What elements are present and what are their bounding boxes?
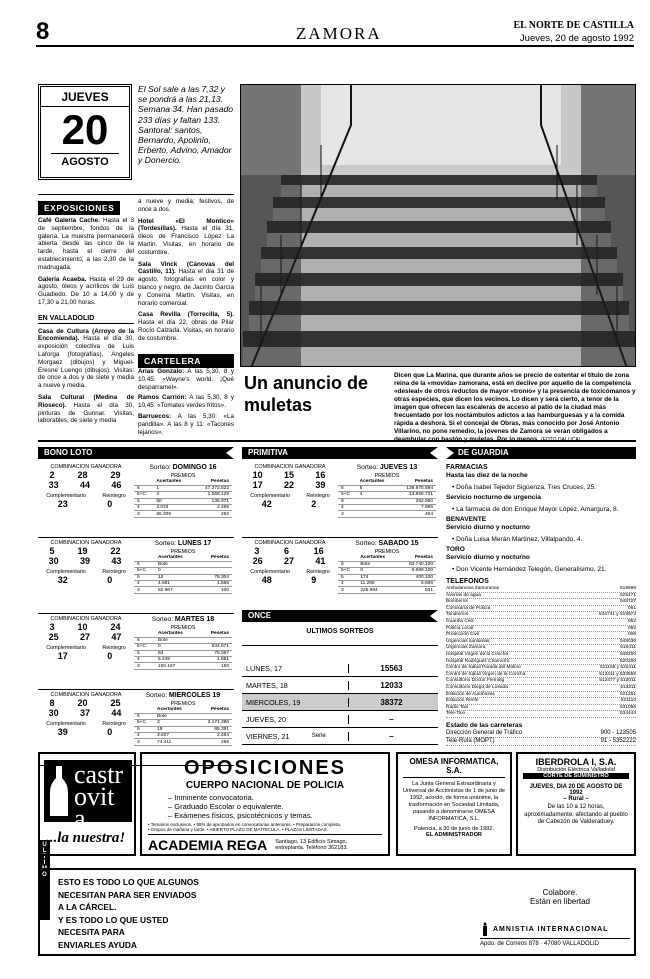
lottery-draw [38, 462, 234, 538]
ball-number: 22 [283, 480, 294, 490]
photo-headline: Un anuncio de muletas [244, 373, 369, 415]
farmacias-noct: Servicio nocturno de urgencia [446, 494, 541, 501]
complementario-value: 48 [261, 575, 272, 585]
ball-number: 28 [77, 470, 88, 480]
primitiva-bar: PRIMITIVA [242, 447, 438, 459]
once-row: LUNES, 17 15563 [242, 660, 438, 677]
ball-number: 27 [79, 632, 90, 642]
comp-label: Complementario [46, 493, 86, 499]
expo-item: Galería Acaeba. Hasta el 29 de agosto, óleos y acrílicos de Luis Guadiedo. De 10 a 14,00 y de 17,30 a 21,00 horas. [38, 275, 134, 306]
castrovita-ad [38, 752, 136, 856]
premios-label: PREMIOS [374, 473, 400, 479]
prize-row: 4 3.033 2.465 [134, 505, 232, 511]
amnistia-message: ESTO ES TODO LO QUE ALGUNOS NECESITAN PARA SER ENVIADOS A LA CÁRCEL. Y ES TODO LO QUE USTED NECESITA PARA ENVIARLES AYUDA [58, 877, 199, 950]
header-rule [36, 45, 634, 47]
phone-row: Centro de Salud Virgen de la Concha 513411 y 533555 [446, 671, 636, 677]
once-row: MIERCOLES, 19 38372 [242, 694, 438, 711]
reintegro-value: 0 [107, 499, 113, 509]
road-row: Dirección General de Tráfico 900 - 123505 [446, 729, 636, 736]
farmacias-title: FARMACIAS [446, 464, 488, 471]
prize-row: 3 404 [338, 511, 436, 517]
pesetas-label: Pesetas [195, 707, 232, 713]
comp-label: Complementario [46, 569, 86, 575]
castrovita-brand: castrovita [74, 760, 124, 833]
reintegro-value: 9 [311, 575, 317, 585]
prize-row: 3 65.309 292 [134, 511, 232, 517]
oposiciones-item: – Inminente convocatoria. [168, 793, 254, 802]
date-day: 20 [61, 106, 109, 153]
complementario-value: 23 [57, 499, 68, 509]
iberdrola-sub1: Distribución Eléctrica Valladolid [537, 767, 615, 773]
ball-number: 37 [79, 708, 90, 718]
academy-name: ACADEMIA REGA [148, 837, 268, 853]
valladolid-label: EN VALLADOLID [38, 315, 134, 324]
ball-number: 17 [252, 480, 263, 490]
winning-numbers [38, 622, 132, 632]
carreteras-title: Estado de las carreteras [446, 721, 523, 729]
draw-title: Sorteo: LUNES 17 [154, 540, 212, 547]
reintegro-value: 0 [107, 575, 113, 585]
ball-number: 10 [252, 470, 263, 480]
winning-numbers [38, 480, 132, 490]
pesetas-label: Pesetas [397, 555, 436, 561]
complementario-value: 42 [261, 499, 272, 509]
ball-number: 29 [110, 470, 121, 480]
reint-label: Reintegro [102, 569, 126, 575]
ganadora-label: COMBINACION GANADORA [254, 540, 326, 546]
phone-row: Tanatorios 534731 y 519973 [446, 612, 636, 618]
winning-numbers [242, 556, 336, 566]
complementario-value: 17 [57, 651, 68, 661]
date-box [38, 84, 132, 180]
ball-number: 30 [48, 708, 59, 718]
omesa-signer: EL ADMINISTRADOR [426, 832, 482, 838]
reint-label: Reintegro [102, 493, 126, 499]
iberdrola-title: IBERDROLA I, S.A. [535, 757, 617, 767]
guardia-bar: DE GUARDIA [446, 447, 636, 459]
iberdrola-ad [516, 752, 636, 856]
phone-row: Hospital Virgen de la Concha 548200 [446, 651, 636, 657]
ball-number: 44 [79, 480, 90, 490]
omesa-title: OMESA INFORMATICA, S.A. [403, 757, 505, 778]
date-weekday: JUEVES [41, 90, 129, 107]
oposiciones-small: • Temarios exclusivos. • 95% de aprobados en convocatorias anteriores. • Preparación completa. [148, 822, 341, 827]
ball-number: 3 [49, 622, 55, 632]
expo-item: Café Galería Cache. Hasta el 3 de septiembre, fondos de la galería. La muestra permanecerá abierta desde las cinco de la tarde, hasta el cierre del establecimiento, a las 2,30 de la madrugada. [38, 217, 135, 271]
reintegro-value: 0 [107, 727, 113, 737]
draw-title: Sorteo: SABADO 15 [355, 540, 419, 547]
phone-row: Urgencias Zamora 516411 [446, 645, 636, 651]
ball-number: 43 [111, 556, 122, 566]
reint-label: Reintegro [306, 493, 330, 499]
prize-row: 3 225.984 931 [338, 587, 436, 593]
cartelera-item: Arias Gonzalo: A las 5,30, 8 y 10,45: «Wayne's world. ¡Qué desparramel». [138, 368, 234, 391]
phone-row: Hospital Rodríguez Chamorro 520200 [446, 658, 636, 664]
bono-loto-draws [38, 462, 234, 766]
page-number: 8 [36, 18, 50, 45]
oposiciones-title: OPOSICIONES [183, 757, 347, 779]
omesa-place: Palencia, a 30 de junio de 1992. [414, 826, 494, 832]
road-row: Tele-Ruta (MOPT) 91 - 5352222 [446, 737, 636, 744]
draw-title: Sorteo: MIERCOLES 19 [145, 692, 221, 699]
iberdrola-sub2: CORTE DE SUMINISTRO [523, 773, 629, 779]
ganadora-label: COMBINACION GANADORA [50, 540, 122, 546]
ball-number: 47 [111, 632, 122, 642]
winning-numbers [242, 480, 336, 490]
prize-row: 5+C 4 13.866.721 [338, 492, 436, 498]
phone-row: Urgencias sanitarias 548036 [446, 638, 636, 644]
draw-title: Sorteo: DOMINGO 16 [149, 464, 217, 471]
ball-number: 24 [110, 622, 121, 632]
ball-number: 16 [313, 546, 324, 556]
ball-number: 33 [48, 480, 59, 490]
ball-number: 26 [252, 556, 263, 566]
phone-row: Ambulancias Zamoranas 519999 [446, 586, 636, 591]
premios-label: PREMIOS [170, 549, 196, 555]
cartelera-item: Barruecos: A las 5,30: «La pandilla». A las 8 y 11: «Tacones lejanos». [138, 412, 234, 436]
once-subtitle: ULTIMOS SORTEOS [242, 628, 438, 646]
prize-row: 5 252.650 [338, 498, 436, 504]
prize-row: 4 11.296 6.866 [338, 581, 436, 587]
castrovita-slogan: ...la nuestra! [46, 830, 126, 846]
ball-number: 22 [110, 546, 121, 556]
once-row: MARTES, 18 12033 [242, 677, 438, 694]
pharmacy: • La farmacia de don Enrique Mayor López, Amargura, 8. [452, 506, 619, 513]
castrovita-logo [44, 760, 132, 833]
prize-row: 6 1 47.372.822 [134, 485, 232, 491]
prize-row: 5 12 78.304 [134, 574, 232, 580]
prize-row: 6 5 139.975.594 [338, 485, 436, 491]
reintegro-value: 2 [311, 499, 317, 509]
exposiciones-col1 [38, 217, 134, 425]
reint-label: Reintegro [102, 645, 126, 651]
ball-number: 46 [111, 480, 122, 490]
date-month: AGOSTO [51, 153, 119, 168]
prize-row: 5+C 0 634.671 [134, 644, 232, 650]
prize-row: 4 7.985 [338, 505, 436, 511]
prize-row: 5+C 0 6.688.100 [338, 568, 436, 574]
ultimo-tag: ULTIMO [38, 840, 50, 920]
prize-row: 4 3.607 2.484 [134, 733, 232, 739]
pharmacy: • Don Vicente Hernández Telegón, Generalísimo, 21. [452, 566, 607, 573]
ball-number: 41 [315, 556, 326, 566]
ball-number: 2 [49, 470, 55, 480]
ball-number: 10 [77, 622, 88, 632]
expo-item: Sala Vinck (Cánovas del Castillo, 11). Hasta el día 31 de agosto, fotografías en color y blanco y negro, de Jacinto García y Conema Martín. Visitas, en horario comercial. [138, 260, 234, 307]
lottery-draw [242, 538, 438, 614]
reintegro-value: 0 [107, 651, 113, 661]
prize-row: 3 74.411 256 [134, 739, 232, 745]
complementario-value: 39 [57, 727, 68, 737]
amnistia-right: Colabore. Están en libertad [529, 888, 591, 906]
iberdrola-text: De las 10 a 12 horas, aproximadamente, afectando al pueblo de Cabezón de Valderaduey. [524, 804, 628, 825]
acertantes-label: Acertantes [155, 631, 198, 637]
phone-row: Bomberos 548727 [446, 599, 636, 605]
ganadora-label: COMBINACION GANADORA [254, 464, 326, 470]
phone-row: Estación Renfe 521110 [446, 698, 636, 704]
iberdrola-rural: – Rural – [563, 796, 589, 802]
ball-number: 20 [77, 698, 88, 708]
premios-label: PREMIOS [170, 473, 196, 479]
phone-row: Centro de Salud Parada del Molino 511155 y 531411 [446, 665, 636, 671]
winning-numbers [242, 546, 336, 556]
amnistia-address: Apdo. de Correos 878 · 47080 VALLADOLID [480, 938, 630, 947]
toro-title: TORO [446, 546, 465, 553]
guardia-content [446, 464, 636, 746]
prize-row: 4 5.449 1.651 [134, 657, 232, 663]
pharmacy: • Doña Isabel Tejedor Sigüenza, Tres Cruces, 25. [452, 484, 597, 491]
expo-item: a nueve y media; festivos, de once a dos. [138, 198, 234, 213]
bono-loto-bar: BONO LOTO [38, 447, 234, 459]
ball-number: 15 [283, 470, 294, 480]
oposiciones-small2: • Grupos de mañana y tarde. • ABIERTO PLAZO DE MATRICULA. • PLAZAS LIMITADAS. [148, 827, 382, 835]
cartelera-item: Ramos Carrión: A las 5,30, 8 y 10,45: «Tomates verdes fritos». [138, 394, 234, 410]
primitiva-draws [242, 462, 438, 614]
phone-row: Tele-Taxi 534444 [446, 711, 636, 717]
premios-label: PREMIOS [374, 549, 400, 555]
rule [38, 194, 234, 195]
prize-row: 3 100.167 150 [134, 663, 232, 669]
issue-date: Jueves, 20 de agosto 1992 [519, 33, 634, 44]
comp-label: Complementario [250, 569, 290, 575]
ball-number: 44 [111, 708, 122, 718]
prize-row: 5+C 3 3.174.396 [134, 720, 232, 726]
pesetas-label: Pesetas [198, 631, 232, 637]
prize-row: 5 174 400.100 [338, 574, 436, 580]
lottery-draw [242, 462, 438, 538]
newspaper-name: EL NORTE DE CASTILLA [513, 20, 634, 31]
expo-item: Sala Cultural (Medina de Rioseco). Hasta el día 30, pinturas de Gunnar. Visitas, laborables, de siete y media [38, 393, 135, 425]
lottery-draw [38, 614, 234, 690]
acertantes-label: Acertantes [155, 555, 198, 561]
winning-numbers [38, 470, 132, 480]
phone-row: Guardia Civil 062 [446, 618, 636, 624]
cartelera-list [138, 368, 234, 436]
comp-label: Complementario [250, 493, 290, 499]
once-bar: ONCE [242, 610, 438, 622]
ball-number: 19 [77, 546, 88, 556]
winning-numbers [38, 556, 132, 566]
prize-row: 3 82.967 100 [134, 587, 232, 593]
ganadora-label: COMBINACION GANADORA [50, 464, 122, 470]
photo-caption: Dicen que La Marina, que durante años se precio de ostentar el título de zona reina de la «movida» zamorana, está en declive por aquello de la competencia «desleal» de otros reductos de mayor «tronio» y la presencia de toxicómanos y otras especies, que dicen los vecinos. Lo dicen y será cierto, a tenor de la imagen que ofrecen las escaleras de acceso al patio de la ciudad más frecuentado por los noctámbulos adictos a las hamburguesas y a la comida rápida a deshora. Si el concejal de Obras, más conocido por José Antonio Villarino, no pone remedio, la jóvenes de Zamora se verán obligados a deambular con bastón y muletas. Por lo menos. (FOTO DALLICA) [394, 372, 636, 443]
ball-number: 30 [48, 556, 59, 566]
rule [38, 440, 636, 442]
prize-row: 6 Bote [134, 713, 232, 719]
iberdrola-date: JUEVES, DIA 20 DE AGOSTO DE 1992 [529, 784, 623, 796]
lottery-draw [38, 538, 234, 614]
phone-row: Consultorio Diego de Losada 513311 [446, 684, 636, 690]
ball-number: 25 [48, 632, 59, 642]
once-row: JUEVES, 20 – [242, 711, 438, 728]
ball-number: 6 [283, 546, 289, 556]
bottle-icon [48, 766, 70, 818]
phone-list [446, 586, 636, 718]
ganadora-label: COMBINACION GANADORA [50, 616, 122, 622]
farmacias-sub: Hasta las diez de la noche [446, 472, 528, 479]
telefonos-title: TELEFONOS [446, 578, 489, 585]
reint-label: Reintegro [306, 569, 330, 575]
prize-row: 5 84 75.067 [134, 650, 232, 656]
ball-number: 8 [49, 698, 55, 708]
premios-label: PREMIOS [170, 701, 196, 707]
comp-label: Complementario [46, 645, 86, 651]
pharmacy: • Doña Luisa Merán Martínez, Villalpando, 4. [452, 536, 583, 543]
omesa-text: La Junta General Extraordinaria y Universal de Accionistas de 1 de junio de 1992, acordó, de forma unánime, la trasformación en Sociedad Limitada, pasando a denominarse OMESA INFORMATICA, S.L. [403, 781, 505, 822]
phone-row: Policía Local 092 [446, 625, 636, 631]
ball-number: 39 [79, 556, 90, 566]
expo-item: Casa de Cultura (Arroyo de la Encomienda). Hasta el día 30, exposición colectiva de Luis Laforga (fotografías), Angeles Morgaez (dibujos) y Miguel-Eresne Luengo (dibujos). Visitas: de once a dos y de siete y media a nueve y media. [38, 327, 135, 390]
premios-label: PREMIOS [170, 625, 196, 631]
oposiciones-item: – Exámenes físicos, psicotécnicos y temas. [168, 811, 313, 820]
exposiciones-label: EXPOSICIONES [38, 201, 120, 215]
amnistia-ad [38, 868, 636, 956]
prize-row: 6 Bote 83.740.100 [338, 561, 436, 567]
acertantes-label: Acertantes [153, 479, 193, 485]
ball-number: 25 [110, 698, 121, 708]
prize-row: 5+C 3 1.068.129 [134, 492, 232, 498]
prize-row: 5+C 0 [134, 568, 232, 574]
ball-number: 5 [49, 546, 55, 556]
ball-number: 3 [254, 546, 260, 556]
academy-address: Santiago, 13 Edificio Simago, entreplanta. Teléfono 362183. [275, 839, 348, 851]
cartelera-label: CARTELERA [138, 354, 234, 368]
pesetas-label: Pesetas [395, 479, 436, 485]
prize-row: 4 4.681 1.556 [134, 581, 232, 587]
stairs-photo [240, 84, 636, 367]
prize-row: 5 18 85.391 [134, 726, 232, 732]
once-table [242, 628, 438, 745]
omesa-ad [396, 752, 512, 856]
draw-title: Sorteo: MARTES 18 [151, 616, 215, 623]
complementario-value: 32 [57, 575, 68, 585]
comp-label: Complementario [46, 721, 86, 727]
oposiciones-subtitle: CUERPO NACIONAL DE POLICIA [185, 780, 345, 791]
winning-numbers [38, 546, 132, 556]
ball-number: 27 [283, 556, 294, 566]
oposiciones-item: – Graduado Escolar o equivalente. [168, 802, 284, 811]
prize-row: 6 Bote [134, 637, 232, 643]
phone-row: Averías de agua 525471 [446, 592, 636, 598]
winning-numbers [38, 632, 132, 642]
phone-row: Comisaría de Policía 091 [446, 605, 636, 611]
benavente-sub: Servicio diurno y nocturno [446, 524, 530, 531]
winning-numbers [242, 470, 336, 480]
phone-row: Consultorio Doctor Fleming 512477 y 512011 [446, 678, 636, 684]
toro-sub: Servicio diurno y nocturno [446, 554, 530, 561]
ganadora-label: COMBINACION GANADORA [50, 692, 122, 698]
benavente-title: BENAVENTE [446, 516, 487, 523]
prize-row: 5 50 135.971 [134, 498, 232, 504]
reint-label: Reintegro [102, 721, 126, 727]
draw-title: Sorteo: JUEVES 13 [356, 464, 418, 471]
acertantes-label: Acertantes [357, 555, 397, 561]
amnistia-brand: AMNISTIA INTERNACIONAL [480, 922, 608, 936]
sun-almanac: El Sol sale a las 7,32 y se pondrá a las 21,13. Semana 34. Han pasado 233 días y faltan 133. Santoral: santos, Bernardo, Apolinio, Erberto, Advino, Amador y Donercio. [138, 84, 234, 166]
once-row: VIERNES, 21 Serie – [242, 728, 438, 745]
prize-row: 6 Bote [134, 561, 232, 567]
pesetas-label: Pesetas [193, 479, 232, 485]
ball-number: 16 [315, 470, 326, 480]
section-title: ZAMORA [296, 24, 382, 43]
expo-item: Hotel «El Montico» (Tordesillas). Hasta el día 31, óleos de Francisco López La Martin. Visitas, en horario de costumbre. [138, 217, 235, 256]
phone-row: Radio Taxi 531056 [446, 704, 636, 710]
pesetas-label: Pesetas [198, 555, 232, 561]
phone-row: Estación de Autobuses 521281 [446, 691, 636, 697]
phone-row: Protección Civil 006 [446, 632, 636, 638]
candle-icon [480, 922, 490, 936]
winning-numbers [38, 698, 132, 708]
oposiciones-ad [140, 752, 390, 856]
acertantes-label: Acertantes [357, 479, 395, 485]
expo-item: Casa Revilla (Torrecilla, 5). Hasta el día 22, obras de Pilar Rocío Calzada. Visitas, en horario de costumbre. [138, 311, 234, 342]
winning-numbers [38, 708, 132, 718]
acertantes-label: Acertantes [154, 707, 195, 713]
ball-number: 39 [315, 480, 326, 490]
exposiciones-col2 [138, 198, 234, 343]
